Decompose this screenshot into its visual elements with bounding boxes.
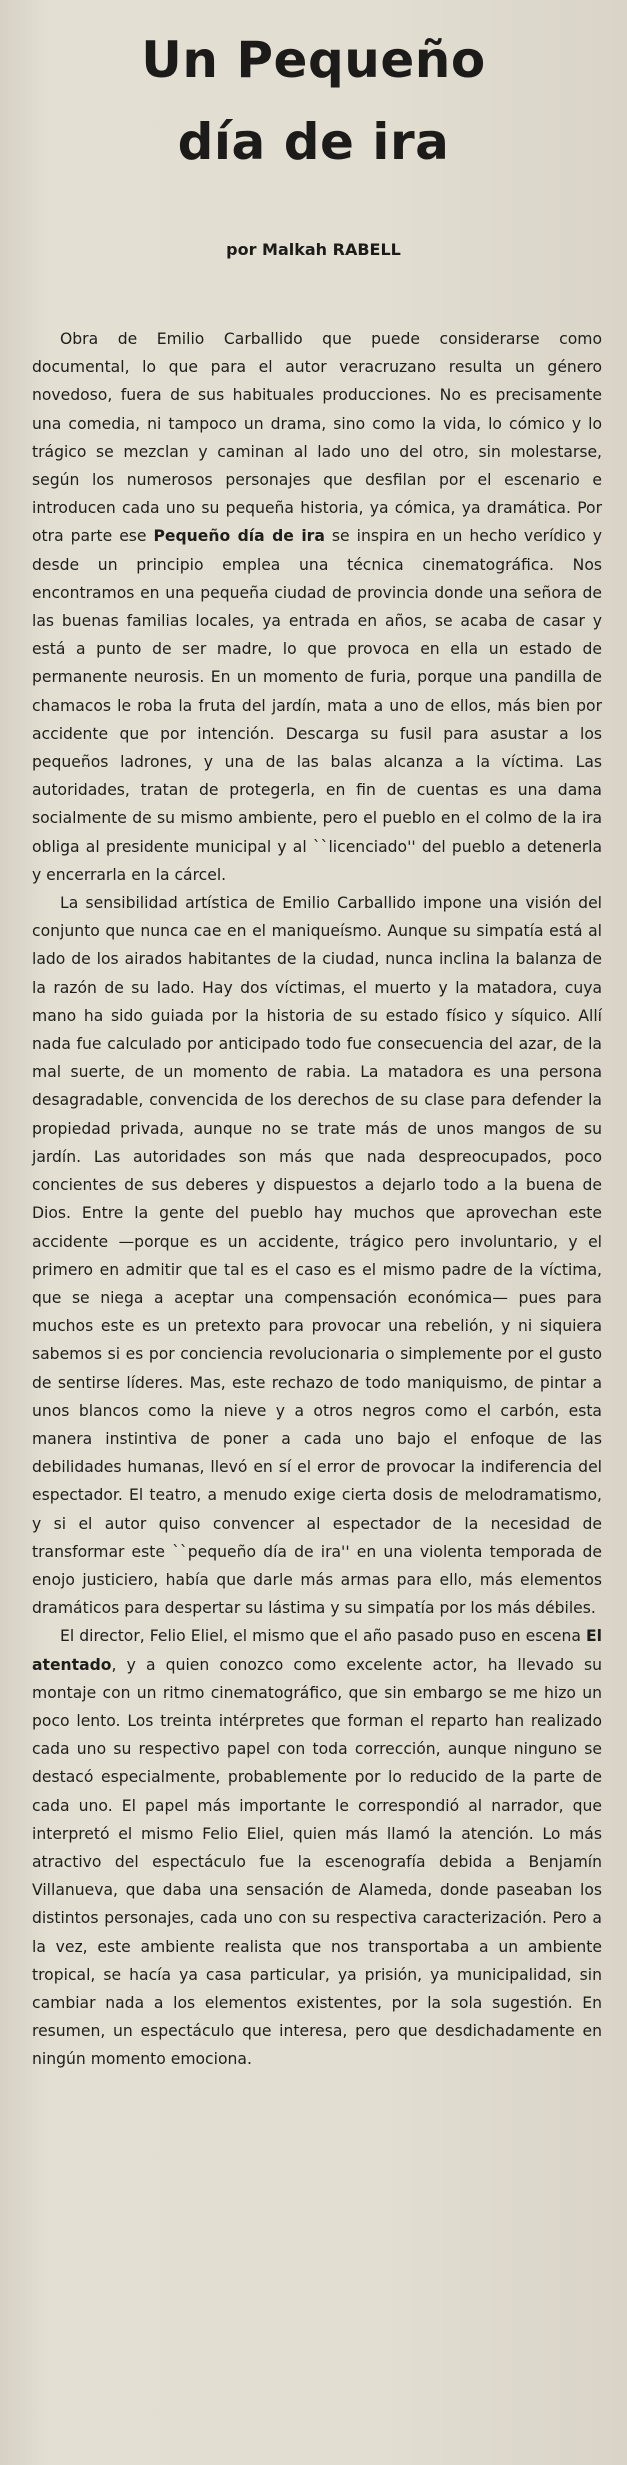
headline-line-2: día de ira [177,113,450,171]
paragraph-1 [32,325,602,889]
headline-line-1: Un Pequeño [141,31,486,89]
byline: por Malkah RABELL [226,240,401,259]
paragraph-text: se inspira en un hecho verídico y desde un principio emplea una técnica cinematográfica. Nos encontramos en una pequeña ciudad de provincia donde una señora de las buenas familias locales, ya entrada en años, se acaba de casar y está a punto de ser madre, lo que provoca en ella un estado de permanente neurosis. En un momento de furia, porque una pandilla de chamacos le roba la fruta del jardín, mata a uno de ellos, más bien por accidente que por intención. Descarga su fusil para asustar a los pequeños ladrones, y una de las balas alcanza a la víctima. Las autoridades, tratan de protegerla, en fin de cuentas es una dama socialmente de su mismo ambiente, pero el pueblo en el colmo de la ira obliga al presidente municipal y al ``licenciado'' del pueblo a detenerla y encerrarla en la cárcel. [32,527,602,884]
paragraph-2 [32,889,602,1622]
paragraph-text: Obra de Emilio Carballido que puede considerarse como documental, lo que para el autor veracruzano resulta un género novedoso, fuera de sus habituales producciones. No es precisamente una comedia, ni tampoco un drama, sino como la vida, lo cómico y lo trágico se mezclan y caminan al lado uno del otro, sin molestarse, según los numerosos personajes que desfilan por el escenario e introducen cada uno su pequeña historia, ya cómica, ya dramática. Por otra parte ese [32,330,602,546]
paragraph-text: La sensibilidad artística de Emilio Carballido impone una visión del conjunto que nunca cae en el maniqueísmo. Aunque su simpatía está al lado de los airados habitantes de la ciudad, nunca inclina la balanza de la razón de su lado. Hay dos víctimas, el muerto y la matadora, cuya mano ha sido guiada por la historia de su estado físico y síquico. Allí nada fue calculado por anticipado todo fue consecuencia del azar, de la mal suerte, de un momento de rabia. La matadora es una persona desagradable, convencida de los derechos de su clase para defender la propiedad privada, aunque no se trate más de unos mangos de su jardín. Las autoridades son más que nada despreocupados, poco concientes de sus deberes y dispuestos a dejarlo todo a la buena de Dios. Entre la gente del pueblo hay muchos que aprovechan este accidente —porque es un accidente, trágico pero involuntario, y el primero en admitir que tal es el caso es el mismo padre de la víctima, que se niega a aceptar una compensación económica— pues para muchos este es un pretexto para provocar una rebelión, y ni siquiera sabemos si es por conciencia revolucionaria o simplemente por el gusto de sentirse líderes. Mas, este rechazo de todo maniquismo, de pintar a unos blancos como la nieve y a otros negros como el carbón, esta manera instintiva de poner a cada uno bajo el enfoque de las debilidades humanas, llevó en sí el error de provocar la indiferencia del espectador. El teatro, a menudo exige cierta dosis de melodramatismo, y si el autor quiso convencer al espectador de la necesidad de transformar este ``pequeño día de ira'' en una violenta temporada de enojo justiciero, había que darle más armas para ello, más elementos dramáticos para despertar su lástima y su simpatía por los más débiles. [32,894,602,1618]
paragraph-text: El director, Felio Eliel, el mismo que el año pasado puso en escena [60,1627,586,1646]
paragraph-text: , y a quien conozco como excelente actor, ha llevado su montaje con un ritmo cinematográfico, que sin embargo se me hizo un poco lento. Los treinta intérpretes que forman el reparto han realizado cada uno su respectivo papel con toda corrección, aunque ninguno se destacó especialmente, probablemente por lo reducido de la parte de cada uno. El papel más importante le correspondió al narrador, que interpretó el mismo Felio Eliel, quien más llamó la atención. Lo más atractivo del espectáculo fue la escenografía debida a Benjamín Villanueva, que daba una sensación de Alameda, donde paseaban los distintos personajes, cada uno con su respectiva caracterización. Pero a la vez, este ambiente realista que nos transportaba a un ambiente tropical, se hacía ya casa particular, ya prisión, ya municipalidad, sin cambiar nada a los elementos existentes, por la sola sugestión. En resumen, un espectáculo que interesa, pero que desdichadamente en ningún momento emociona. [32,1655,602,2069]
paragraph-3 [32,1622,602,2073]
play-title-bold: El atentado [32,1627,602,1674]
play-title-bold: Pequeño día de ira [153,527,325,546]
article-body [32,325,602,2074]
